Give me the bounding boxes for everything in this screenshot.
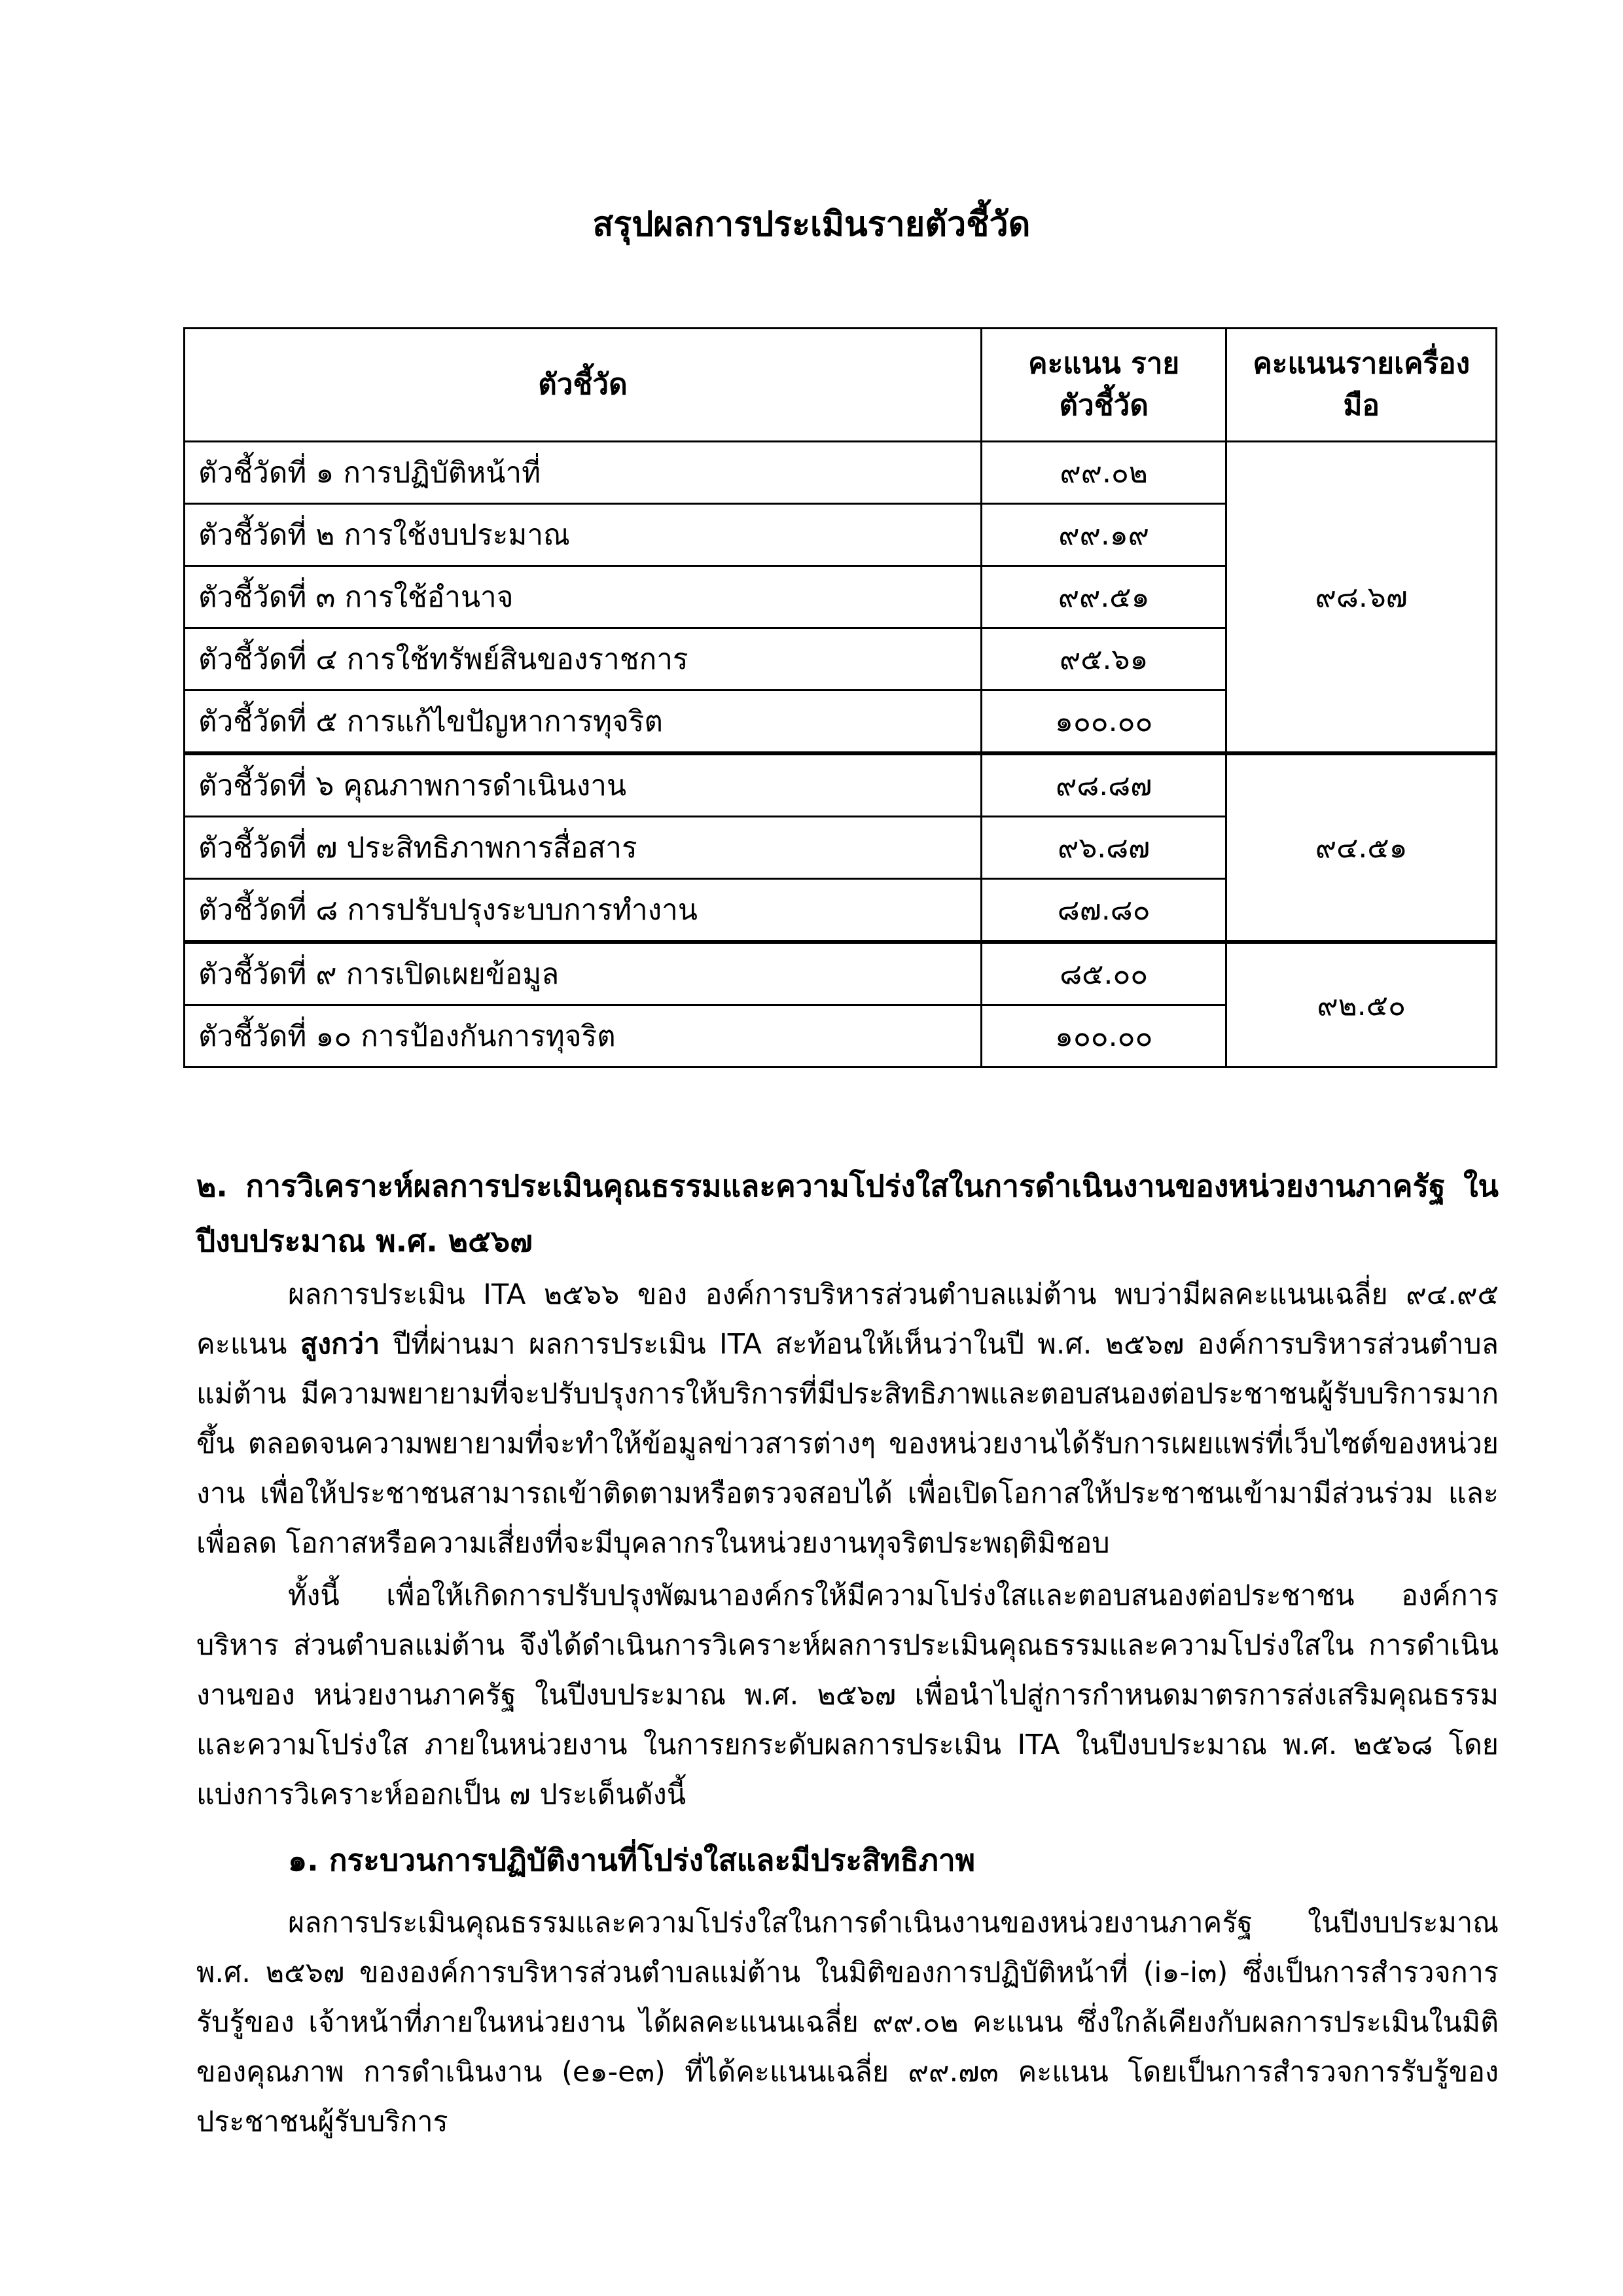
indicator-score: ๙๙.๑๙ (981, 504, 1226, 566)
paragraph-3-text: ผลการประเมินคุณธรรมและความโปร่งใสในการดำเนินงานของหน่วยงานภาครัฐ ในปีงบประมาณ พ.ศ. ๒๕๖๗ ขององค์การบริหารส่วนตำบลแม่ต้าน ในมิติของการปฏิบัติหน้าที่ (i๑-i๓) ซึ่งเป็นการสำรวจการรับรู้ของ เจ้าหน้าที่ภายในหน่วยงาน ได้ผลคะแนนเฉลี่ย ๙๙.๐๒ คะแนน ซึ่งใกล้เคียงกับผลการประเมินในมิติของคุณภาพ การดำเนินงาน (e๑-e๓) ที่ได้คะแนนเฉลี่ย ๙๙.๗๓ คะแนน โดยเป็นการสำรวจการรับรู้ของประชาชนผู้รับบริการ (196, 1907, 1499, 2138)
subsection-1-paragraph (196, 1898, 1499, 2147)
indicator-name: ตัวชี้วัดที่ ๑ การปฏิบัติหน้าที่ (185, 442, 982, 504)
indicator-score: ๙๕.๖๑ (981, 628, 1226, 691)
table-row (185, 753, 1497, 817)
tool-score-group-2: ๙๔.๕๑ (1226, 753, 1497, 942)
indicator-score: ๘๕.๐๐ (981, 942, 1226, 1005)
paragraph-1-text-b: ปีที่ผ่านมา ผลการประเมิน ITA สะท้อนให้เห็นว่าในปี พ.ศ. ๒๕๖๗ องค์การบริหารส่วนตำบล แม่ต้าน มีความพยายามที่จะปรับปรุงการให้บริการที่มีประสิทธิภาพและตอบสนองต่อประชาชนผู้รับบริการมากขึ้น ตลอดจนความพยายามที่จะทำให้ข้อมูลข่าวสารต่างๆ ของหน่วยงานได้รับการเผยแพร่ที่เว็บไซต์ของหน่วยงาน เพื่อให้ประชาชนสามารถเข้าติดตามหรือตรวจสอบได้ เพื่อเปิดโอกาสให้ประชาชนเข้ามามีส่วนร่วม และเพื่อลด โอกาสหรือความเสี่ยงที่จะมีบุคลากรในหน่วยงานทุจริตประพฤติมิชอบ (196, 1328, 1499, 1560)
header-score-line2: ตัวชี้วัด (1059, 389, 1149, 422)
paragraph-1-emphasis: สูงกว่า (300, 1328, 380, 1361)
indicator-score-table (183, 327, 1497, 1068)
table-header-row (185, 329, 1497, 442)
header-tool-score: คะแนนรายเครื่องมือ (1226, 329, 1497, 442)
section-2-heading: ๒. การวิเคราะห์ผลการประเมินคุณธรรมและความโปร่งใสในการดำเนินงานของหน่วยงานภาครัฐ ในปีงบประมาณ พ.ศ. ๒๕๖๗ (196, 1168, 1499, 1259)
indicator-name: ตัวชี้วัดที่ ๕ การแก้ไขปัญหาการทุจริต (185, 691, 982, 754)
table-row (185, 942, 1497, 1005)
section-2-paragraph-1 (196, 1270, 1499, 1568)
indicator-name: ตัวชี้วัดที่ ๗ ประสิทธิภาพการสื่อสาร (185, 817, 982, 879)
indicator-name: ตัวชี้วัดที่ ๑๐ การป้องกันการทุจริต (185, 1005, 982, 1067)
paragraph-2-text: ทั้งนี้ เพื่อให้เกิดการปรับปรุงพัฒนาองค์กรให้มีความโปร่งใสและตอบสนองต่อประชาชน องค์การบริหาร ส่วนตำบลแม่ต้าน จึงได้ดำเนินการวิเคราะห์ผลการประเมินคุณธรรมและความโปร่งใสใน การดำเนินงานของ หน่วยงานภาครัฐ ในปีงบประมาณ พ.ศ. ๒๕๖๗ เพื่อนำไปสู่การกำหนดมาตรการส่งเสริมคุณธรรมและความโปร่งใส ภายในหน่วยงาน ในการยกระดับผลการประเมิน ITA ในปีงบประมาณ พ.ศ. ๒๕๖๘ โดยแบ่งการวิเคราะห์ออกเป็น ๗ ประเด็นดังนี้ (196, 1579, 1499, 1811)
table-row (185, 442, 1497, 504)
indicator-name: ตัวชี้วัดที่ ๔ การใช้ทรัพย์สินของราชการ (185, 628, 982, 691)
indicator-score: ๙๙.๐๒ (981, 442, 1226, 504)
subsection-1-heading: ๑. กระบวนการปฏิบัติงานที่โปร่งใสและมีประสิทธิภาพ (288, 1842, 976, 1878)
header-score-line1: คะแนน ราย (1028, 347, 1180, 380)
indicator-score: ๑๐๐.๐๐ (981, 1005, 1226, 1067)
indicator-name: ตัวชี้วัดที่ ๒ การใช้งบประมาณ (185, 504, 982, 566)
tool-score-group-3: ๙๒.๕๐ (1226, 942, 1497, 1067)
indicator-score: ๑๐๐.๐๐ (981, 691, 1226, 754)
indicator-score: ๙๘.๘๗ (981, 753, 1226, 817)
tool-score-group-1: ๙๘.๖๗ (1226, 442, 1497, 754)
paragraph-1-text-a: ผลการประเมิน ITA ๒๕๖๖ ของ องค์การบริหารส่วนตำบลแม่ต้าน พบว่ามีผลคะแนนเฉลี่ย ๙๔.๙๕ คะแนน (196, 1278, 1499, 1361)
indicator-name: ตัวชี้วัดที่ ๓ การใช้อำนาจ (185, 566, 982, 628)
indicator-name: ตัวชี้วัดที่ ๙ การเปิดเผยข้อมูล (185, 942, 982, 1005)
header-indicator: ตัวชี้วัด (185, 329, 982, 442)
indicator-score: ๘๗.๘๐ (981, 879, 1226, 942)
indicator-score: ๙๖.๘๗ (981, 817, 1226, 879)
page-title: สรุปผลการประเมินรายตัวชี้วัด (592, 205, 1031, 244)
indicator-name: ตัวชี้วัดที่ ๖ คุณภาพการดำเนินงาน (185, 753, 982, 817)
section-2-paragraph-2 (196, 1571, 1499, 1820)
header-indicator-score (981, 329, 1226, 442)
indicator-score: ๙๙.๕๑ (981, 566, 1226, 628)
indicator-name: ตัวชี้วัดที่ ๘ การปรับปรุงระบบการทำงาน (185, 879, 982, 942)
